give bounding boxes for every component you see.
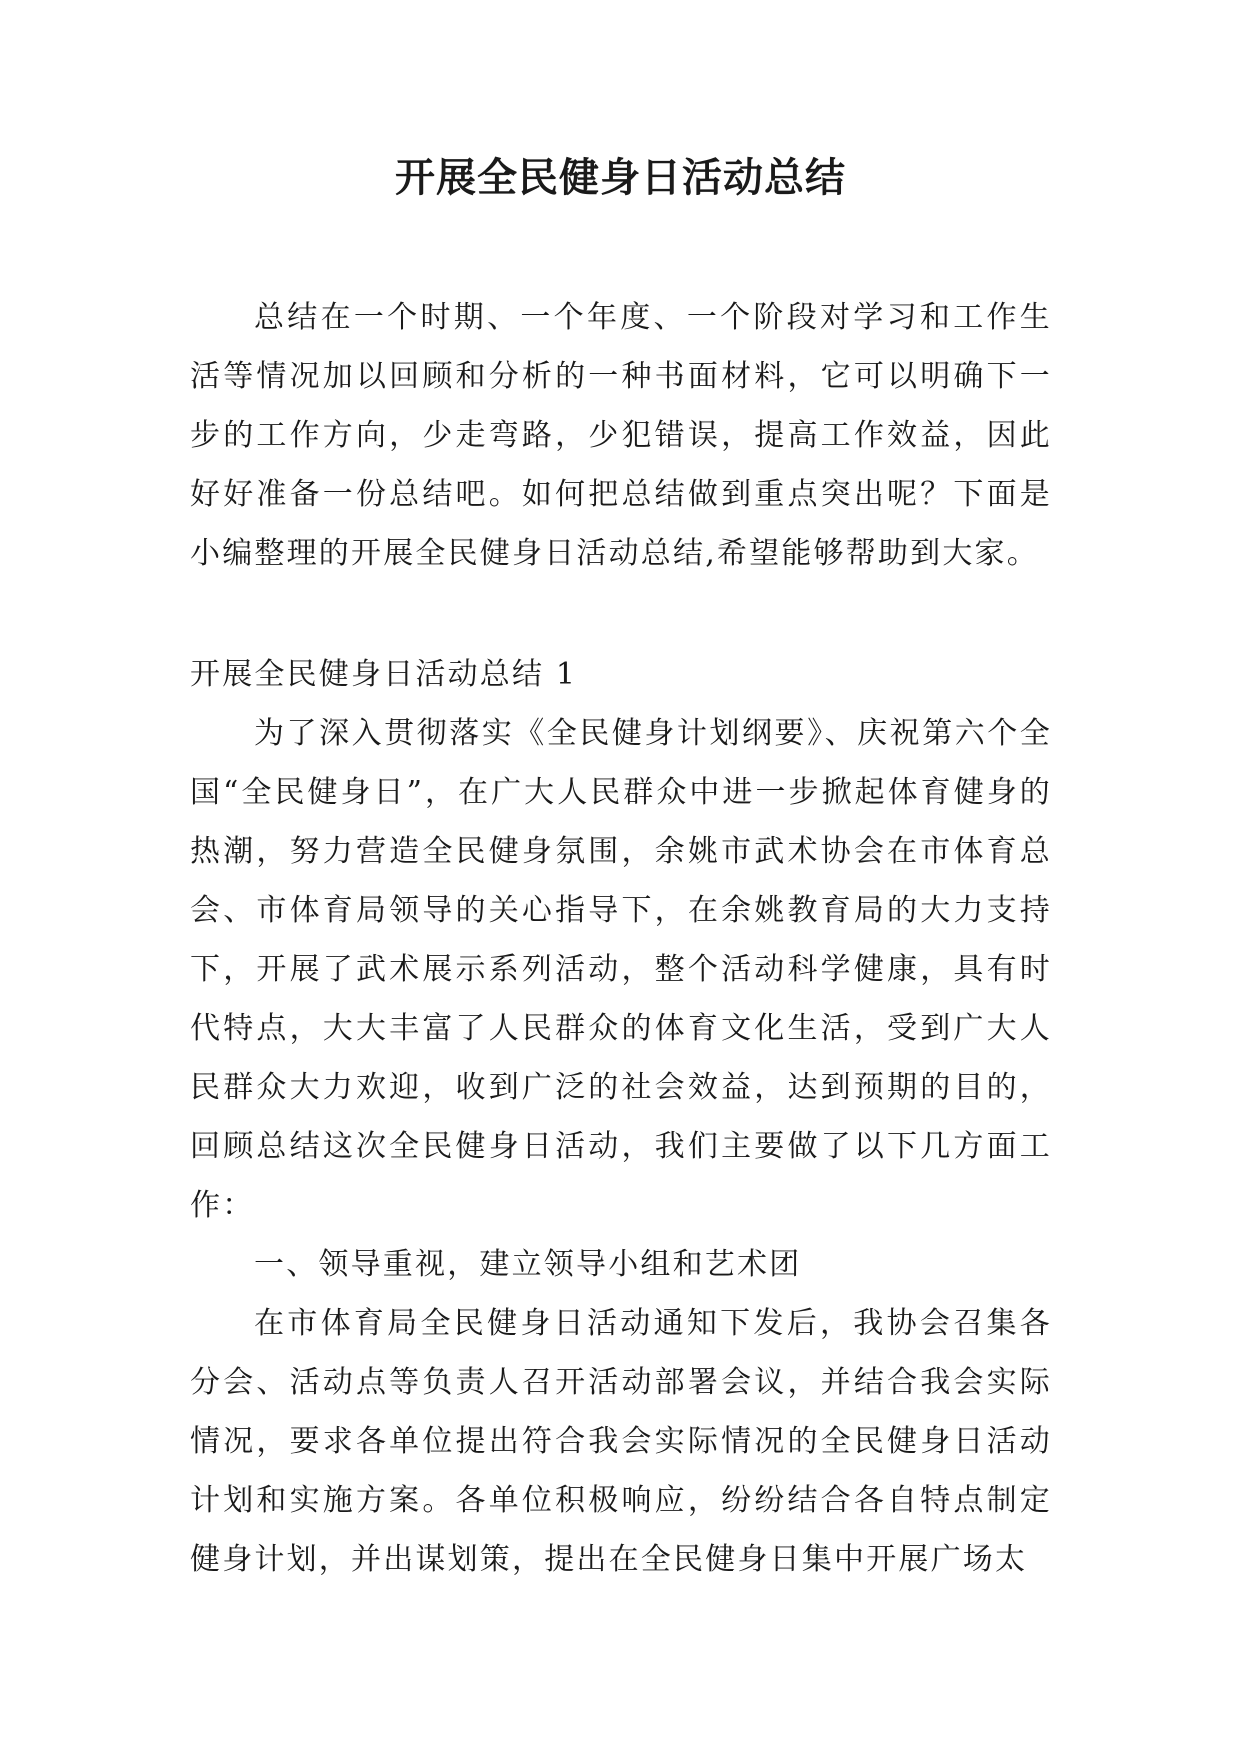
body-paragraph-2: 在市体育局全民健身日活动通知下发后，我协会召集各分会、活动点等负责人召开活动部署会议，并结合我会实际情况，要求各单位提出符合我会实际情况的全民健身日活动计划和实施方案。各单位积极响应，纷纷结合各自特点制定健身计划，并出谋划策，提出在全民健身日集中开展广场太	[190, 1306, 1052, 1577]
document-body	[190, 288, 1052, 1589]
document-title: 开展全民健身日活动总结	[395, 155, 846, 201]
subheading-1: 一、领导重视，建立领导小组和艺术团	[254, 1247, 802, 1282]
body-paragraph-1: 为了深入贯彻落实《全民健身计划纲要》、庆祝第六个全国“全民健身日”，在广大人民群众中进一步掀起体育健身的热潮，努力营造全民健身氛围，余姚市武术协会在市体育总会、市体育局领导的关心指导下，在余姚教育局的大力支持下，开展了武术展示系列活动，整个活动科学健康，具有时代特点，大大丰富了人民群众的体育文化生活，受到广大人民群众大力欢迎，收到广泛的社会效益，达到预期的目的，回顾总结这次全民健身日活动，我们主要做了以下几方面工作：	[190, 716, 1052, 1223]
section-heading: 开展全民健身日活动总结 1	[190, 657, 578, 692]
intro-paragraph: 总结在一个时期、一个年度、一个阶段对学习和工作生活等情况加以回顾和分析的一种书面材料，它可以明确下一步的工作方向，少走弯路，少犯错误，提高工作效益，因此好好准备一份总结吧。如何把总结做到重点突出呢？下面是小编整理的开展全民健身日活动总结,希望能够帮助到大家。	[190, 300, 1052, 571]
